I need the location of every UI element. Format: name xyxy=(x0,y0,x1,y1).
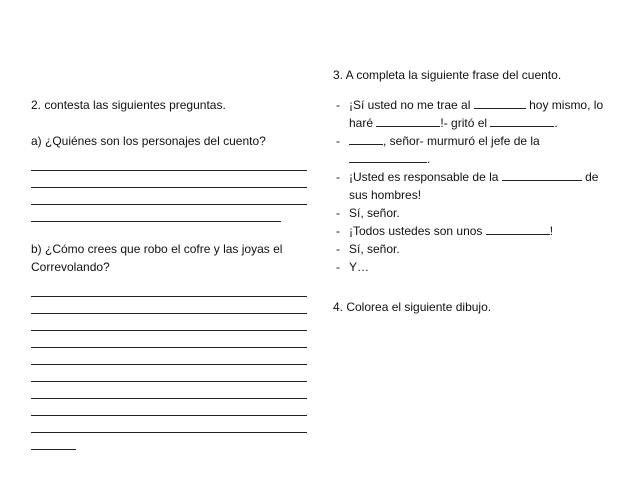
dash-bullet: - xyxy=(336,206,340,220)
answer-line[interactable] xyxy=(31,348,307,365)
dash-bullet: - xyxy=(336,260,340,274)
dialog-text: Sí, señor. xyxy=(349,206,400,220)
dialog-line xyxy=(333,96,613,132)
answer-lines-2a xyxy=(31,154,307,222)
dialog-text: ¡Todos ustedes son unos xyxy=(349,224,483,238)
dialog-text: hoy mismo, xyxy=(529,98,591,112)
dialog-text: , señor- murmuró el jefe de la xyxy=(383,134,540,148)
right-column xyxy=(333,66,613,316)
question-3-heading: 3. A completa la siguiente frase del cuento. xyxy=(333,68,562,82)
fill-blank[interactable] xyxy=(474,97,526,109)
fill-blank[interactable] xyxy=(490,115,554,127)
question-2-heading: 2. contesta las siguientes preguntas. xyxy=(31,98,226,112)
dash-bullet: - xyxy=(336,134,340,148)
dialog-text: . xyxy=(554,116,558,130)
dialog-list xyxy=(333,96,613,276)
fill-blank[interactable] xyxy=(349,133,383,145)
dialog-line xyxy=(333,258,613,276)
question-4-heading: 4. Colorea el siguiente dibujo. xyxy=(333,300,492,314)
answer-line[interactable] xyxy=(31,314,307,331)
dash-bullet: - xyxy=(336,224,340,238)
answer-line[interactable] xyxy=(31,365,307,382)
answer-line[interactable] xyxy=(31,171,307,188)
dialog-line xyxy=(333,204,613,222)
answer-line[interactable] xyxy=(31,382,307,399)
answer-line[interactable] xyxy=(31,399,307,416)
fill-blank[interactable] xyxy=(502,169,582,181)
answer-line[interactable] xyxy=(31,331,307,348)
dialog-line xyxy=(333,222,613,240)
dialog-text: . xyxy=(427,152,431,166)
dialog-text: lo haré xyxy=(349,98,604,130)
answer-lines-2b xyxy=(31,280,307,450)
answer-line[interactable] xyxy=(31,280,307,297)
dash-bullet: - xyxy=(336,242,340,256)
answer-line[interactable] xyxy=(31,433,76,450)
dialog-text: ¡Usted es responsable de la xyxy=(349,170,499,184)
dialog-text: ¡Sí usted no me trae al xyxy=(349,98,471,112)
dialog-text: Y… xyxy=(349,260,370,274)
question-2a: a) ¿Quiénes son los personajes del cuento? xyxy=(31,134,266,148)
dash-bullet: - xyxy=(336,98,340,112)
answer-line[interactable] xyxy=(31,188,307,205)
dialog-text: !- gritó el xyxy=(440,116,488,130)
left-column xyxy=(31,96,307,450)
question-2b: b) ¿Cómo crees que robo el cofre y las joyas el Correvolando? xyxy=(31,242,283,274)
fill-blank[interactable] xyxy=(376,115,440,127)
dialog-text: de sus hombres! xyxy=(349,170,599,202)
dialog-text: Sí, señor. xyxy=(349,242,400,256)
dialog-line xyxy=(333,132,613,168)
dialog-line xyxy=(333,240,613,258)
answer-line[interactable] xyxy=(31,154,307,171)
dash-bullet: - xyxy=(336,170,340,184)
answer-line[interactable] xyxy=(31,205,281,222)
answer-line[interactable] xyxy=(31,297,307,314)
dialog-line xyxy=(333,168,613,204)
dialog-text: ! xyxy=(549,224,554,238)
answer-line[interactable] xyxy=(31,416,307,433)
fill-blank[interactable] xyxy=(349,151,427,163)
fill-blank[interactable] xyxy=(486,223,550,235)
